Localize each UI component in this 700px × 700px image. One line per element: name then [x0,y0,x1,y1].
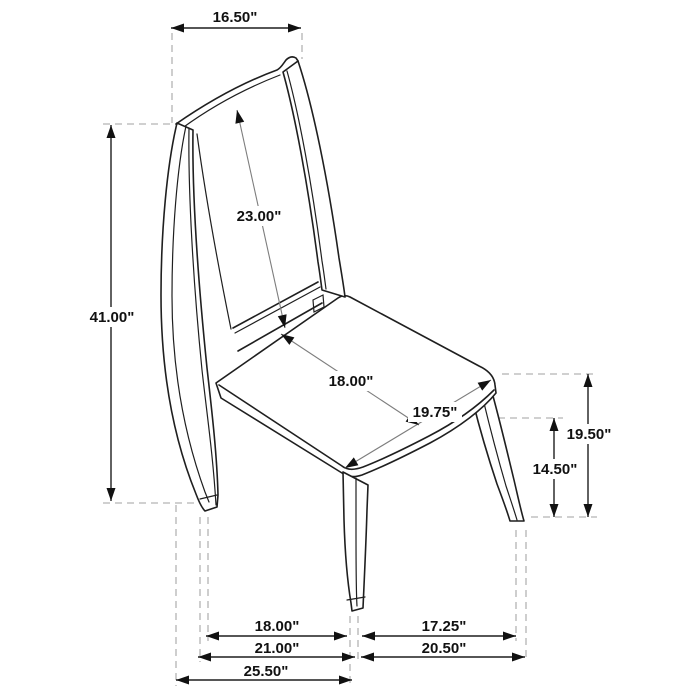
backrest-right-stile [283,61,345,297]
dim-footprint-depth-outer: 21.00" [254,640,300,657]
dim-footprint-width-outer: 20.50" [421,640,467,657]
dim-footprint-width-inner: 17.25" [421,618,467,635]
dim-under-seat-clearance: 14.50" [532,461,578,478]
dim-back-length: 23.00" [236,208,282,225]
dim-overall-height: 41.00" [89,309,135,326]
chair-drawing [161,57,524,611]
dim-footprint-depth-inner: 18.00" [254,618,300,635]
dim-seat-height: 19.50" [566,426,612,443]
dim-seat-depth: 18.00" [328,373,374,390]
dim-seat-width: 19.75" [412,404,458,421]
rear-right-leg [473,396,524,521]
backrest-left-stile-rear-leg [161,123,231,511]
dim-top-width: 16.50" [212,9,258,26]
front-left-leg [343,472,368,611]
dim-overall-depth: 25.50" [243,663,289,680]
